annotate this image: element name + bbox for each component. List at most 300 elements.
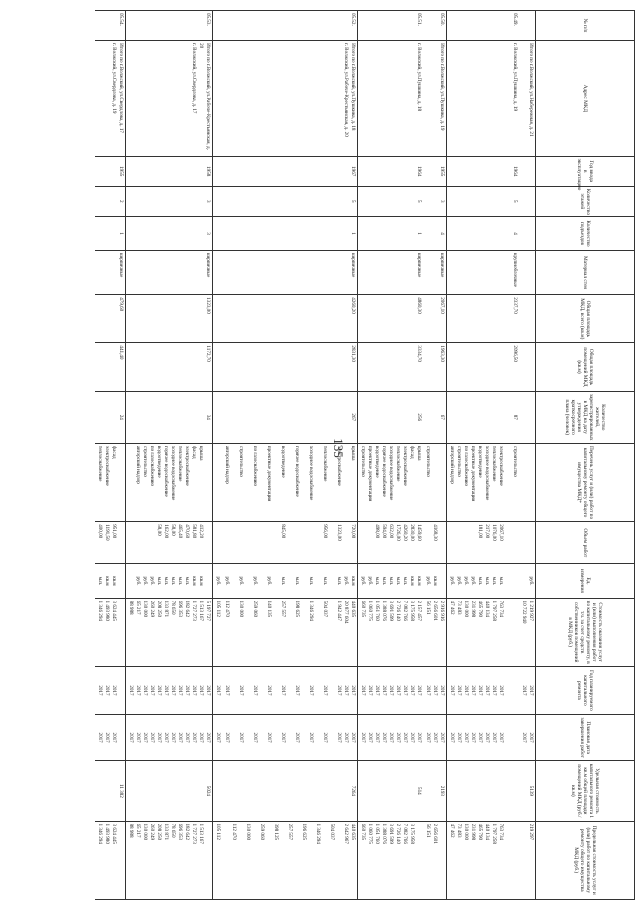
cell-line: кв.м [416, 576, 422, 586]
cell-work [423, 443, 447, 521]
col-unit-header: Ед. измерения [536, 564, 635, 598]
rotated-table-sheet [25, 10, 635, 900]
cell-address [222, 41, 358, 157]
cell-line: проектные документации [470, 445, 476, 502]
cell-line: 1323,00 [205, 297, 211, 314]
cell-line: авторский надзор [135, 445, 141, 484]
cell-line: 632,00 [388, 524, 394, 539]
cell-line: 2017 [135, 685, 141, 696]
cell-line: 05.51. [416, 13, 422, 26]
cell-area-total [447, 295, 520, 343]
cell-line: 498,00 [374, 524, 380, 539]
cell-line: строительство [360, 445, 366, 477]
cell-address [358, 41, 424, 157]
cell-line: 1 051 760 [374, 600, 380, 621]
cell-line: горячее водоснабжение [163, 445, 169, 497]
cell-line: 1191,50 [104, 524, 110, 541]
cell-line: по газоснабжению [463, 445, 469, 487]
cell-material [95, 251, 126, 295]
cell-area-total [358, 295, 424, 343]
cell-line [237, 824, 244, 898]
cell-line: 2017 [205, 685, 211, 696]
cell-line: г. Волжский, ул.Пушкина, д. 18 [416, 43, 422, 112]
cell-line: 465,40 [177, 524, 183, 539]
cell-work [519, 443, 536, 521]
cell-num [222, 11, 358, 41]
cell-line: 2017 [149, 732, 155, 743]
cell-num [358, 11, 424, 41]
cell-line: 257 557 [280, 600, 286, 618]
cell-line [230, 524, 237, 561]
cell-material [222, 251, 358, 295]
cell-line: 2 726 140 [395, 600, 401, 621]
cell-unit-cost [126, 761, 213, 821]
cell-line: электроснабжение [498, 445, 504, 486]
cell-line: м.п. [97, 576, 103, 586]
cell-line [286, 717, 293, 758]
cell-line [504, 524, 511, 561]
cell-line [230, 446, 237, 519]
cell-line: м.п. [308, 576, 314, 586]
cell-line: крыша [198, 445, 204, 461]
cell-line: 67 [439, 414, 445, 420]
cell-work [95, 443, 126, 521]
cell-line: 3 624 445 [111, 823, 117, 844]
cell-line: 2017 [395, 732, 401, 743]
cell-line: 2 656 601 [432, 823, 438, 844]
cell-line: 130 000 [142, 600, 148, 618]
cell-line: 2017 [336, 685, 342, 696]
cell-line [117, 601, 124, 664]
cell-line: 2017 [402, 732, 408, 743]
cell-entrances [222, 216, 358, 250]
cell-line [307, 824, 314, 898]
cell-line: 2017 [381, 732, 387, 743]
cell-line: 1 346 294 [315, 823, 321, 844]
cell-line: 1964 [512, 166, 518, 177]
cell-cost [126, 598, 213, 666]
cell-cost [358, 598, 424, 666]
cell-line: Итого по г.Волжский, ул.Пушкина, д. 18 [350, 43, 356, 131]
cell-line: 2096,50 [512, 345, 518, 362]
cell-line: 1 493 980 [104, 600, 110, 621]
cell-line: 1 513 167 [198, 823, 204, 844]
cell-line: 2017 [177, 732, 183, 743]
cell-line: 2017 [360, 732, 366, 743]
cell-cost [423, 598, 447, 666]
cell-line: строительство [142, 445, 148, 477]
cell-line: 2 642 967 [343, 823, 349, 844]
cell-line: 2017 [409, 685, 415, 696]
cell-volume [222, 522, 358, 564]
cell-plan-year [423, 666, 447, 714]
cell-line: 133 871 [163, 823, 169, 841]
cell-line: 2017 [280, 685, 286, 696]
cell-line: 2017 [484, 685, 490, 696]
cell-line: 1 727 273 [191, 600, 197, 621]
cell-line: электроснабжение [104, 445, 110, 486]
cell-line: 1 060 775 [367, 600, 373, 621]
cell-line: 2831,30 [350, 345, 356, 362]
cell-line: 5 [350, 200, 356, 203]
cell-line: м.п. [170, 576, 176, 586]
cell-line: кв.м [350, 576, 356, 586]
cell-line: 208 250 [156, 600, 162, 618]
cell-line: 1 060 775 [367, 823, 373, 844]
cell-line: 2017 [477, 685, 483, 696]
cell-area-total [222, 295, 358, 343]
cell-line: 2017 [252, 685, 258, 696]
cell-line [286, 669, 293, 712]
cell-line: 2017 [456, 732, 462, 743]
cell-area-premises [423, 343, 447, 391]
cell-end-year [358, 715, 424, 761]
cell-line [300, 601, 307, 664]
cell-volume [358, 522, 424, 564]
cell-material [423, 251, 447, 295]
cell-line: 05.49. [512, 13, 518, 26]
cell-line: руб. [266, 576, 272, 586]
cell-line: 4 [439, 232, 445, 235]
cell-line: теплоснабжение [177, 445, 183, 482]
cell-material [126, 251, 213, 295]
cell-line [511, 717, 518, 758]
cell-line: 130 000 [142, 823, 148, 841]
cell-line: кв.м [111, 576, 117, 586]
cell-line [258, 601, 265, 664]
cell-line [300, 717, 307, 758]
cell-cost [519, 598, 536, 666]
cell-plan-year [519, 666, 536, 714]
cell-num [447, 11, 520, 41]
cell-line [455, 524, 462, 561]
cell-unit-cost [213, 761, 223, 821]
cell-area-premises [519, 343, 536, 391]
cell-line [438, 524, 445, 561]
cell-line: руб. [470, 576, 476, 586]
cell-line: 56 151 [425, 823, 431, 838]
cell-line: м.п. [402, 576, 408, 586]
cell-line: 2017 [484, 732, 490, 743]
table-row [423, 11, 447, 900]
cell-line: 1958 [205, 166, 211, 177]
cell-line: 259 060 [252, 600, 258, 618]
cell-line: электроснабжение [336, 445, 342, 486]
cell-line: 660 735 [360, 600, 366, 618]
cell-line: 2017 [156, 732, 162, 743]
col-limit-cost-header: Предельная стоимость услуг и (или) работ по капитальному ремонту общего имущества МКД (руб.) [536, 821, 635, 900]
cell-line: руб. [252, 576, 258, 586]
cell-year [358, 156, 424, 186]
cell-line: г. Волжский, ул.Рабоче-Крестьянская, д. 20 [343, 43, 349, 137]
table-row [222, 11, 358, 900]
cell-line: 65 217 [135, 600, 141, 615]
cell-line [117, 524, 124, 561]
cell-line: м.п. [280, 576, 286, 586]
cell-unit-cost [358, 761, 424, 821]
cell-line: 1 727 273 [191, 823, 197, 844]
cell-line: 34 [205, 414, 211, 420]
cell-line: 2017 [470, 732, 476, 743]
cell-line: руб. [343, 576, 349, 586]
cell-line: 2017 [128, 685, 134, 696]
cell-line [204, 524, 211, 561]
cell-line: 88 988 [128, 600, 134, 615]
cell-line: 4 [512, 232, 518, 235]
cell-line: 470,60 [184, 524, 190, 539]
cell-line: 2017 [224, 685, 230, 696]
cell-limit-cost [213, 821, 223, 900]
cell-material [447, 251, 520, 295]
cell-line [272, 601, 279, 664]
cell-line: 2017 [184, 685, 190, 696]
cell-line: 660 735 [360, 823, 366, 841]
cell-line: кв.м [104, 576, 110, 586]
cell-line [431, 446, 438, 519]
cell-line: 2017 [350, 685, 356, 696]
cell-line: 2017 [149, 685, 155, 696]
cell-line [148, 524, 155, 561]
cell-line: 2017 [528, 685, 534, 696]
cell-line: 2017 [367, 732, 373, 743]
col-unit-cost-header: Удельная стоимость капитального ремонта 1 кв.м общей площади помещений МКД (руб./кв.м) [536, 761, 635, 821]
cell-line [511, 524, 518, 561]
cell-line: руб. [215, 576, 221, 586]
cell-residents [447, 391, 520, 443]
cell-volume [519, 522, 536, 564]
cell-line: 514 [416, 787, 422, 795]
cell-line [244, 566, 251, 595]
cell-line: 2 157 457 [416, 600, 422, 621]
cell-unit [519, 564, 536, 598]
cell-line: 2017 [395, 685, 401, 696]
cell-floors [519, 186, 536, 216]
cell-line: кирпичные [350, 253, 356, 278]
cell-unit-cost [95, 761, 126, 821]
cell-cost [222, 598, 358, 666]
cell-year [213, 156, 223, 186]
cell-line: 1967 [350, 166, 356, 177]
cell-end-year [447, 715, 520, 761]
col-material-header: Материал стен [536, 251, 635, 295]
cell-line: 73 483 [456, 600, 462, 615]
cell-line: 1 797 258 [491, 823, 497, 844]
cell-material [519, 251, 536, 295]
cell-line: 2017 [416, 685, 422, 696]
cell-line: 3 691 599 [388, 823, 394, 844]
cell-line [272, 524, 279, 561]
cell-area-premises [95, 343, 126, 391]
cell-line [359, 524, 366, 561]
cell-line: 1 [118, 232, 124, 235]
cell-unit [95, 564, 126, 598]
cell-line: м.п. [336, 576, 342, 586]
cell-area-total [519, 295, 536, 343]
cell-line: 2 916 916 [439, 600, 445, 621]
cell-line: 4168,30 [432, 524, 438, 541]
cell-line: 2017 [128, 732, 134, 743]
cell-line: 398 125 [273, 823, 279, 841]
cell-num [126, 11, 213, 41]
cell-line: 2017 [456, 685, 462, 696]
cell-line: 412,20 [198, 524, 204, 539]
cell-line: 3 175 958 [409, 823, 415, 844]
cell-line: 465 790 [477, 600, 483, 618]
cell-line: 2017 [521, 685, 527, 696]
cell-line: теплоснабжение [97, 445, 103, 482]
cell-line: 2017 [266, 732, 272, 743]
cell-line: 440 635 [350, 823, 356, 841]
cell-line: 78 650 [170, 823, 176, 838]
capital-repair-table [95, 10, 635, 900]
cell-line: 3 [205, 200, 211, 203]
cell-line: кирпичные [118, 253, 124, 278]
cell-line: 1 346 294 [97, 600, 103, 621]
col-plan-year-header: Год планируемого капитального ремонта [536, 666, 635, 714]
cell-line: 2017 [409, 732, 415, 743]
cell-line: 2017 [97, 685, 103, 696]
table-row [213, 11, 223, 900]
cell-line: 2017 [498, 732, 504, 743]
cell-line: 2017 [198, 732, 204, 743]
cell-limit-cost [447, 821, 520, 900]
cell-line: 11 382 [118, 783, 124, 798]
cell-line [300, 446, 307, 519]
cell-line: холодное водоснабжение [484, 445, 490, 501]
cell-line: 2067,10 [439, 297, 445, 314]
cell-entrances [213, 216, 223, 250]
cell-line: м.п. [388, 576, 394, 586]
table-row [358, 11, 424, 900]
cell-line [293, 824, 300, 898]
cell-line: м.п. [381, 576, 387, 586]
cell-limit-cost [126, 821, 213, 900]
cell-floors [126, 186, 213, 216]
col-floors-header: Количество этажей [536, 186, 635, 216]
cell-area-total [213, 295, 223, 343]
cell-line: 182 642 [184, 600, 190, 618]
col-year-header: Год ввода в эксплуатацию [536, 156, 635, 186]
cell-end-year [126, 715, 213, 761]
cell-plan-year [126, 666, 213, 714]
cell-num [519, 11, 536, 41]
cell-line: 140 135 [266, 600, 272, 618]
cell-line [117, 824, 124, 898]
cell-line: м.п. [156, 576, 162, 586]
cell-line: руб. [463, 576, 469, 586]
cell-residents [358, 391, 424, 443]
cell-line [244, 446, 251, 519]
cell-line: 2017 [463, 732, 469, 743]
cell-line [438, 446, 445, 519]
cell-num [213, 11, 223, 41]
cell-line: 479,60 [118, 297, 124, 312]
cell-address [126, 41, 213, 157]
cell-line: 2017 [350, 732, 356, 743]
cell-line [237, 524, 244, 561]
cell-line: 2017 [294, 732, 300, 743]
cell-line: 2017 [449, 685, 455, 696]
cell-line [214, 446, 221, 519]
cell-entrances [447, 216, 520, 250]
cell-line: 2017 [142, 685, 148, 696]
cell-floors [358, 186, 424, 216]
cell-line: 2017 [498, 685, 504, 696]
cell-line [117, 446, 124, 519]
cell-line [117, 566, 124, 595]
cell-cost [95, 598, 126, 666]
cell-line: 2017 [322, 685, 328, 696]
cell-end-year [213, 715, 223, 761]
cell-line: 763 734 [498, 823, 504, 841]
cell-line: 05.53. [205, 13, 211, 26]
cell-line: водоотведение [280, 445, 286, 478]
cell-line: 696 353 [177, 823, 183, 841]
table-header-row [536, 11, 635, 900]
cell-line: м.п. [491, 576, 497, 586]
cell-line: 2017 [336, 732, 342, 743]
cell-line: 7 082 766 [402, 600, 408, 621]
cell-line: 763 734 [498, 600, 504, 618]
cell-line [244, 717, 251, 758]
cell-line: 2017 [111, 685, 117, 696]
cell-volume [447, 522, 520, 564]
cell-line: 2017 [104, 685, 110, 696]
cell-line: 217,00 [484, 524, 490, 539]
cell-unit-cost [519, 761, 536, 821]
cell-limit-cost [358, 821, 424, 900]
cell-line [504, 824, 511, 898]
cell-residents [95, 391, 126, 443]
cell-line: 2017 [439, 732, 445, 743]
cell-floors [447, 186, 520, 216]
cell-line: 5024 [205, 785, 211, 796]
cell-line: электроснабжение [184, 445, 190, 486]
cell-line: г. Волжский, ул.Свердлова, д. 19 [111, 43, 117, 114]
cell-line [448, 524, 455, 561]
cell-line: 2017 [184, 732, 190, 743]
cell-line [511, 824, 518, 898]
cell-line: 7 082 766 [402, 823, 408, 844]
cell-line: проектные документации [367, 445, 373, 502]
cell-line: м.п. [177, 576, 183, 586]
cell-line: кирпичные [416, 253, 422, 278]
cell-num [423, 11, 447, 41]
cell-line: 3334,70 [416, 345, 422, 362]
cell-line: строительство [238, 445, 244, 477]
cell-plan-year [358, 666, 424, 714]
table-row [126, 11, 213, 900]
cell-line: 1955 [118, 166, 124, 177]
cell-line: проектные документации [266, 445, 272, 502]
cell-line: 1 513 167 [198, 600, 204, 621]
cell-line [293, 524, 300, 561]
cell-line: 2017 [374, 685, 380, 696]
cell-area-premises [358, 343, 424, 391]
cell-line: 88 988 [128, 823, 134, 838]
cell-line: руб. [367, 576, 373, 586]
table-row [519, 11, 536, 900]
cell-line: 2017 [425, 732, 431, 743]
cell-line: м.п. [395, 576, 401, 586]
cell-line: 259 060 [259, 823, 265, 841]
cell-line: 112 470 [231, 823, 237, 840]
cell-material [358, 251, 424, 295]
cell-line: 78 650 [170, 600, 176, 615]
table-body [95, 11, 536, 900]
cell-line: 73 483 [456, 823, 462, 838]
cell-line: м.п. [322, 576, 328, 586]
